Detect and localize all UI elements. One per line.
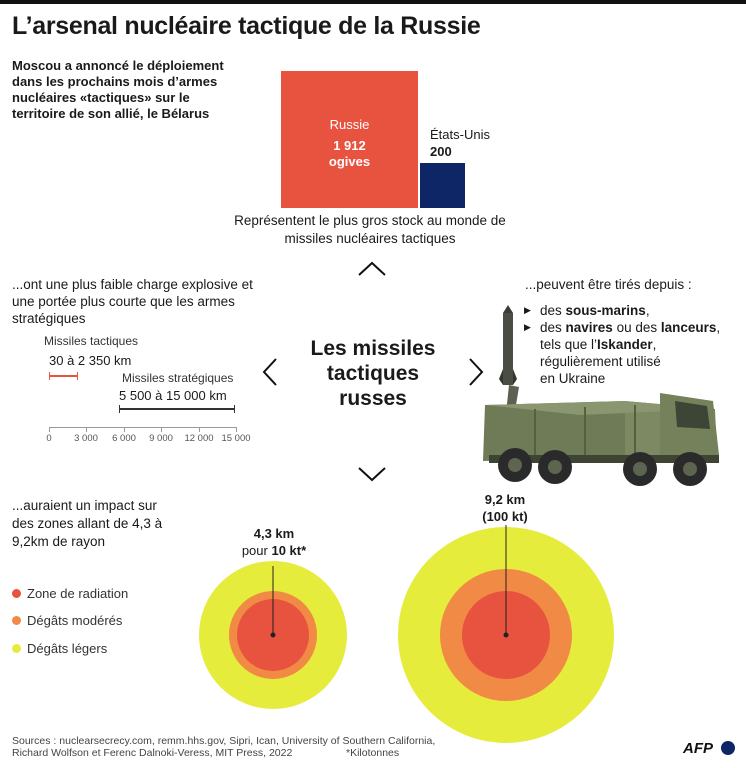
text: ,	[716, 320, 721, 335]
page-title: L’arsenal nucléaire tactique de la Russie	[12, 12, 481, 40]
text: tels que l’	[540, 337, 598, 352]
usa-warheads-square	[420, 163, 465, 208]
strategic-range-bar	[119, 408, 235, 410]
axis-tick	[86, 427, 87, 432]
axis-tick-label: 9 000	[149, 433, 173, 444]
russia-value-unit: ogives	[328, 154, 371, 169]
list-sub: en Ukraine	[540, 371, 606, 386]
legend-label: Dégâts modérés	[27, 613, 123, 628]
axis-tick-label: 0	[46, 433, 52, 444]
tactical-label: Missiles tactiques	[44, 334, 139, 348]
emphasis: Iskander	[597, 337, 653, 352]
strategic-label: Missiles stratégiques	[122, 371, 234, 385]
usa-value: 200	[430, 144, 452, 159]
big-impact-circles	[396, 525, 616, 735]
legend-item	[12, 613, 122, 628]
range-heading: ...ont une plus faible charge explosive et une portée plus courte que les armes stratégiques	[12, 277, 253, 326]
center-title-line: russes	[339, 387, 407, 410]
big-yield: (100 kt)	[482, 509, 528, 524]
legend-label: Dégâts légers	[27, 641, 108, 656]
axis-tick	[199, 427, 200, 432]
triangle-bullet-icon: ▶	[524, 322, 531, 332]
legend-item	[12, 586, 128, 601]
list-sub: régulièrement utilisé	[540, 354, 661, 369]
strategic-range-text: 5 500 à 15 000 km	[119, 388, 227, 403]
missile-icon	[499, 305, 517, 385]
axis-tick	[49, 427, 50, 432]
text: des	[540, 320, 566, 335]
text: des	[540, 303, 566, 318]
sources-line: Richard Wolfson et Ferenc Dalnoki-Veress, MIT Press, 2022	[12, 747, 293, 759]
afp-logo-dot	[721, 741, 735, 755]
small-radius: 4,3 km	[253, 526, 295, 541]
chevron-left-icon	[262, 357, 278, 387]
text: ,	[652, 337, 657, 352]
tactical-range-text: 30 à 2 350 km	[49, 353, 132, 368]
triangle-bullet-icon: ▶	[524, 305, 531, 315]
big-impact-label	[455, 491, 555, 525]
center-title	[290, 336, 456, 411]
axis-tick	[161, 427, 162, 432]
axis-tick	[124, 427, 125, 432]
legend-item	[12, 641, 107, 656]
text: ou des	[612, 320, 661, 335]
emphasis: sous-marins	[565, 303, 646, 318]
top-rule	[0, 0, 746, 4]
axis-tick-label: 6 000	[112, 433, 136, 444]
axis-tick-label: 15 000	[221, 433, 251, 444]
text: pour	[241, 543, 272, 558]
text: ,	[645, 303, 650, 318]
legend-swatch	[12, 616, 21, 625]
iskander-launcher-illustration	[475, 305, 737, 490]
legend-swatch	[12, 589, 21, 598]
emphasis: lanceurs	[660, 320, 717, 335]
launch-heading: ...peuvent être tirés depuis :	[525, 277, 692, 292]
impact-heading: ...auraient un impact sur des zones allant de 4,3 à 9,2km de rayon	[12, 498, 163, 549]
usa-label	[430, 126, 490, 160]
usa-name: États-Unis	[430, 127, 490, 142]
center-title-line: tactiques	[326, 362, 420, 385]
tactical-range-bar	[49, 375, 78, 377]
chevron-up-icon	[357, 261, 387, 277]
small-impact-label	[222, 525, 326, 559]
russia-value	[281, 138, 418, 170]
russia-label: Russie	[329, 117, 370, 132]
emphasis: navires	[565, 320, 613, 335]
stockpile-caption: Représentent le plus gros stock au monde de missiles nucléaires tactiques	[234, 213, 506, 246]
axis-tick-label: 12 000	[184, 433, 214, 444]
intro-text: Moscou a annoncé le déploiement dans les prochains mois d’armes nucléaires «tactiques» sur le territoire de son allié, le Bélarus	[12, 58, 224, 121]
sources-line: Sources : nuclearsecrecy.com, remm.hhs.gov, Sipri, Ican, University of Southern California,	[12, 735, 436, 747]
legend-swatch	[12, 644, 21, 653]
range-axis	[49, 427, 237, 428]
afp-logo: AFP	[683, 740, 713, 757]
axis-tick-label: 3 000	[74, 433, 98, 444]
footnote: *Kilotonnes	[346, 747, 400, 759]
legend-label: Zone de radiation	[27, 586, 129, 601]
russia-warheads-square	[281, 71, 418, 208]
big-radius: 9,2 km	[484, 492, 526, 507]
russia-value-number: 1 912	[333, 138, 366, 153]
center-title-line: Les missiles	[310, 337, 436, 360]
chevron-down-icon	[357, 466, 387, 482]
small-impact-circles	[195, 560, 355, 720]
small-yield: 10 kt*	[271, 543, 307, 558]
axis-tick	[236, 427, 237, 432]
